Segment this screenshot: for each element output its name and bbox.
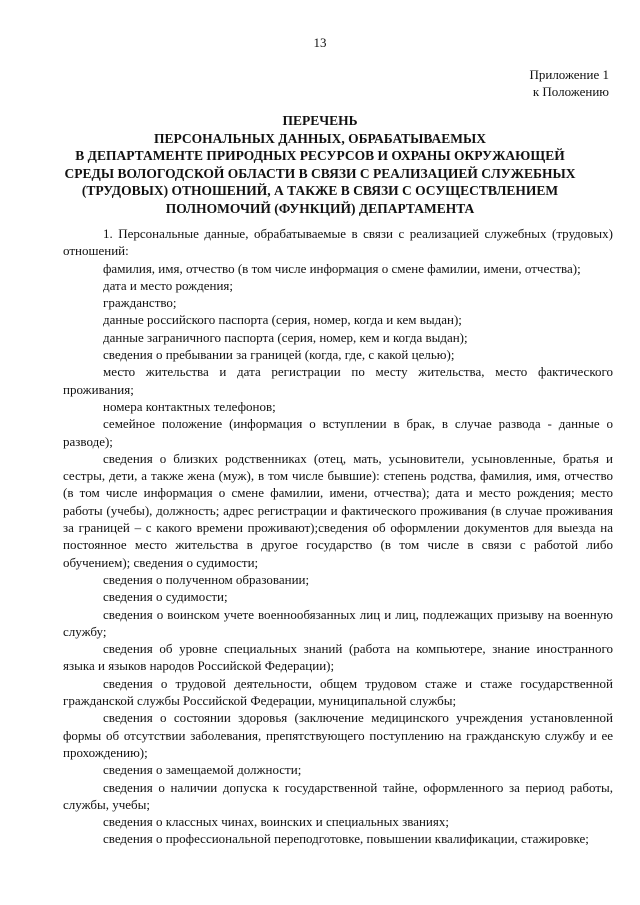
paragraph: дата и место рождения; bbox=[103, 277, 234, 293]
paragraph: сведения о трудовой деятельности, общем трудовом стаже и стаже государственной гражданской службы Российской Федерации, муниципальной службы; bbox=[63, 675, 613, 709]
paragraph: сведения о воинском учете военнообязанных лиц и лиц, подлежащих призыву на военную службу; bbox=[63, 606, 613, 639]
title-line: ПЕРЕЧЕНЬ bbox=[282, 113, 358, 128]
appendix-line: Приложение 1 bbox=[529, 67, 609, 82]
paragraph: сведения о профессиональной переподготовке, повышении квалификации, стажировке; bbox=[103, 831, 589, 847]
paragraph: данные российского паспорта (серия, номер, когда и кем выдан); bbox=[103, 312, 462, 328]
paragraph: сведения о замещаемой должности; bbox=[103, 762, 302, 778]
title-line: В ДЕПАРТАМЕНТЕ ПРИРОДНЫХ РЕСУРСОВ И ОХРАНЫ ОКРУЖАЮЩЕЙ bbox=[75, 148, 565, 163]
document-title bbox=[50, 112, 590, 217]
document-body bbox=[63, 225, 613, 848]
paragraph: сведения о состоянии здоровья (заключение медицинского учреждения установленной формы об отсутствии заболевания, препятствующего поступлению на гражданскую службу и ее прохождению); bbox=[63, 710, 613, 760]
paragraph: данные заграничного паспорта (серия, номер, кем и когда выдан); bbox=[103, 329, 468, 345]
paragraph: гражданство; bbox=[103, 295, 177, 311]
title-line: СРЕДЫ ВОЛОГОДСКОЙ ОБЛАСТИ В СВЯЗИ С РЕАЛИЗАЦИЕЙ СЛУЖЕБНЫХ bbox=[64, 165, 576, 181]
paragraph: фамилия, имя, отчество (в том числе информация о смене фамилии, имени, отчества); bbox=[103, 260, 581, 276]
paragraph: сведения о наличии допуска к государственной тайне, оформленного за период работы, службы, учебы; bbox=[63, 779, 613, 812]
paragraph: сведения об уровне специальных знаний (работа на компьютере, знание иностранного языка и языков народов Российской Федерации); bbox=[63, 641, 613, 674]
paragraph: семейное положение (информация о вступлении в брак, в случае развода - данные о разводе); bbox=[63, 416, 613, 449]
title-line: (ТРУДОВЫХ) ОТНОШЕНИЙ, А ТАКЖЕ В СВЯЗИ С ОСУЩЕСТВЛЕНИЕМ bbox=[81, 183, 559, 198]
paragraph: сведения о классных чинах, воинских и специальных званиях; bbox=[103, 814, 449, 830]
paragraph: сведения о судимости; bbox=[103, 589, 228, 605]
paragraph: сведения о пребывании за границей (когда, где, с какой целью); bbox=[103, 347, 455, 363]
paragraph: место жительства и дата регистрации по месту жительства, место фактического проживания; bbox=[63, 364, 613, 397]
paragraph: сведения о полученном образовании; bbox=[103, 571, 310, 587]
paragraph: 1. Персональные данные, обрабатываемые в связи с реализацией служебных (трудовых) отношений: bbox=[63, 226, 613, 259]
title-line: ПЕРСОНАЛЬНЫХ ДАННЫХ, ОБРАБАТЫВАЕМЫХ bbox=[154, 130, 486, 146]
paragraph: сведения о близких родственниках (отец, мать, усыновители, усыновленные, братья и сестры, дети, а также жена (муж), в том числе бывшие): степень родства, фамилия, имя, отчество (в том числе информация о смене фамилии, имени, отчества); дата и место рождения; место работы (учебы), должность; адрес регистрации и фактического проживания (в случае проживания за границей – с какого времени проживают);сведения об оформлении документов для выезда на постоянное место жительства в другое государство (в том числе в связи с работой либо обучением); сведения о судимости; bbox=[63, 450, 613, 570]
page-number: 13 bbox=[313, 35, 327, 50]
appendix-reference bbox=[529, 66, 609, 100]
paragraph: номера контактных телефонов; bbox=[103, 398, 276, 414]
appendix-line: к Положению bbox=[532, 84, 609, 99]
title-line: ПОЛНОМОЧИЙ (ФУНКЦИЙ) ДЕПАРТАМЕНТА bbox=[165, 200, 475, 216]
